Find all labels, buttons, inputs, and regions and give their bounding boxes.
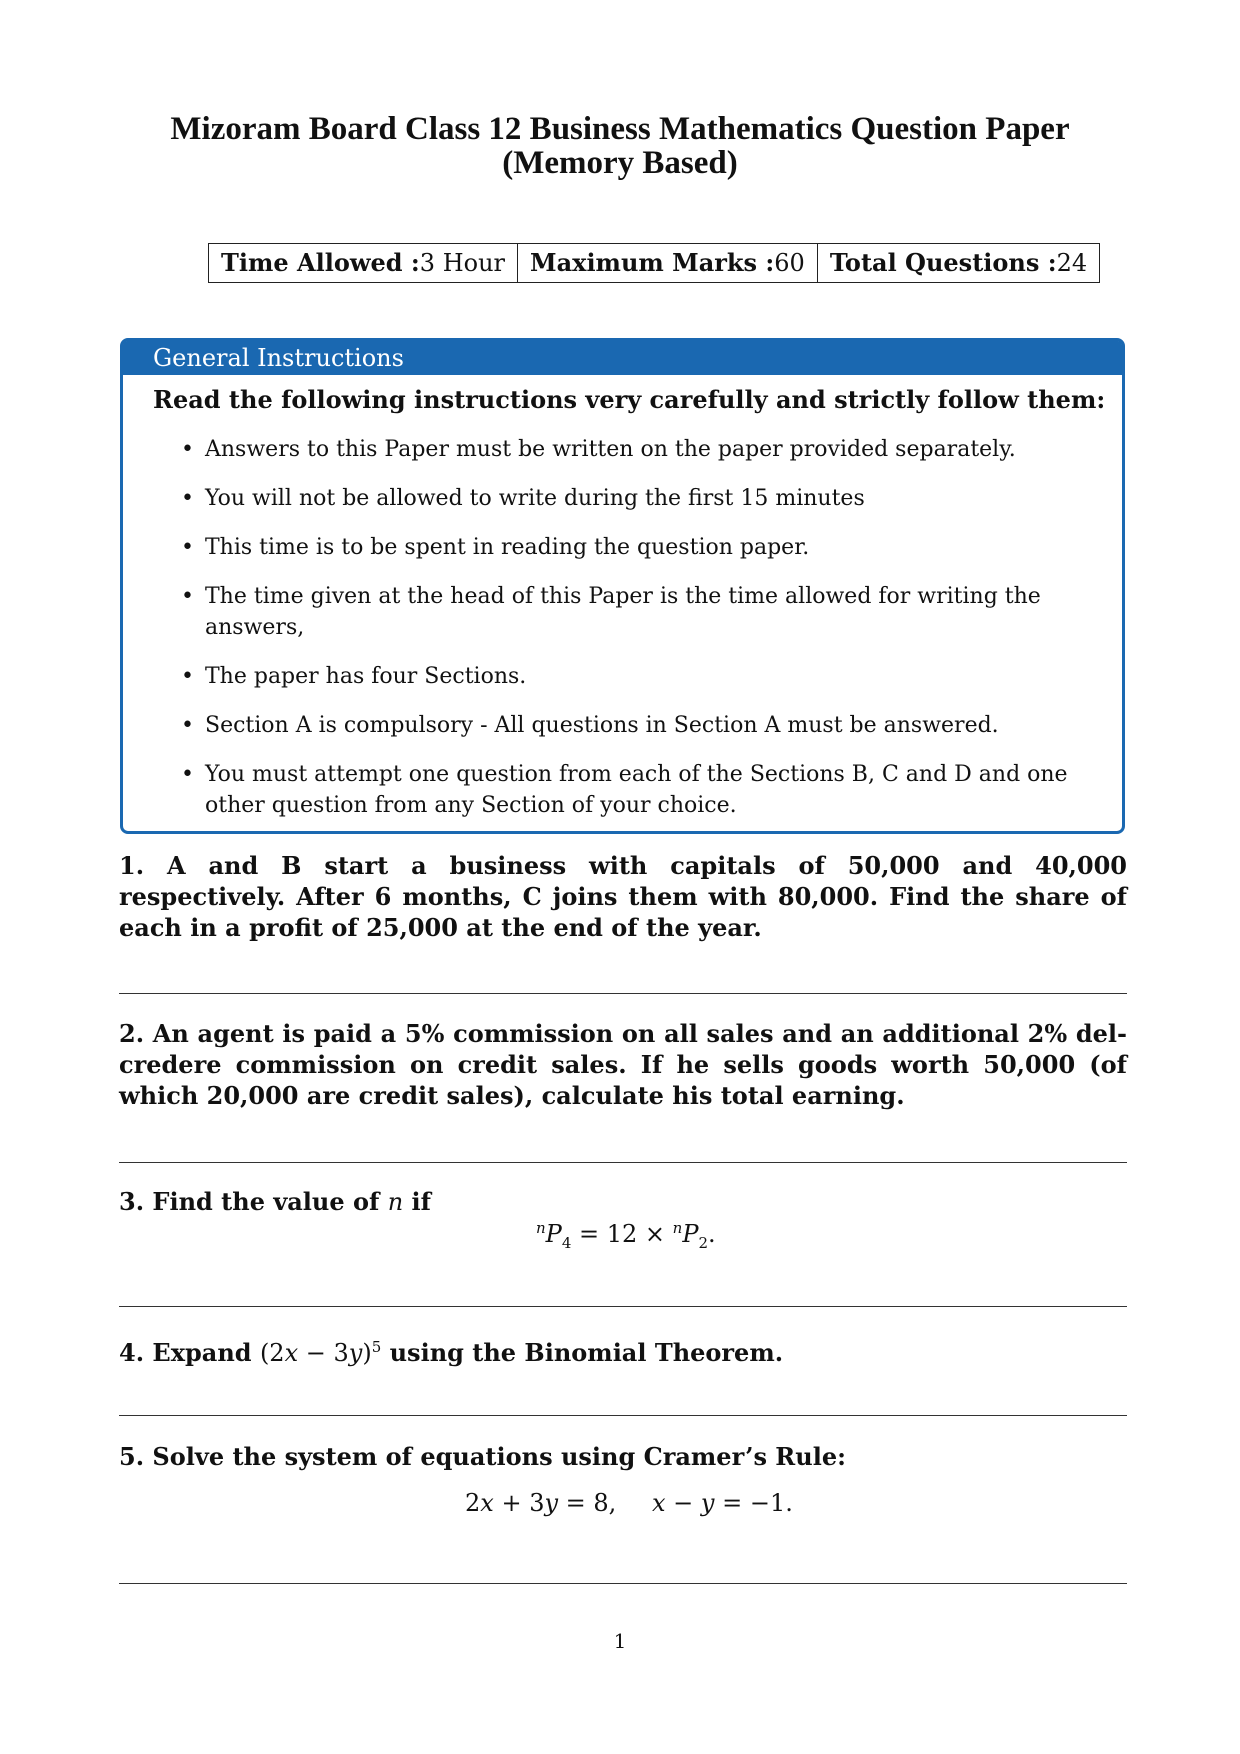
questions-value: 24 [1056, 249, 1088, 277]
q3-prefix: 3. Find the value of [119, 1187, 380, 1216]
max-marks-cell [518, 244, 818, 283]
instruction-text: Section A is compulsory - All questions in Section A must be answered. [205, 713, 999, 738]
instruction-item [123, 661, 1122, 692]
title-line-1: Mizoram Board Class 12 Business Mathematics Question Paper [170, 111, 1070, 147]
question-divider [119, 1162, 1127, 1163]
q4-suffix: using the Binomial Theorem. [389, 1338, 784, 1367]
instructions-lead: Read the following instructions very carefully and strictly follow them: [153, 385, 1106, 414]
instruction-text: This time is to be spent in reading the question paper. [205, 535, 810, 560]
q3-variable: n [387, 1188, 404, 1216]
instruction-text: The paper has four Sections. [205, 664, 527, 689]
instruction-item [123, 710, 1122, 741]
q3-suffix: if [411, 1187, 431, 1216]
instruction-item [123, 532, 1122, 563]
instruction-item [123, 483, 1122, 514]
time-value: 3 Hour [419, 249, 506, 277]
instructions-list [123, 434, 1122, 821]
general-instructions-box [120, 338, 1125, 834]
bullet-icon: • [181, 762, 194, 787]
instruction-text: You must attempt one question from each of the Sections B, C and D and one other question from any Section of your choice. [205, 762, 1068, 818]
marks-value: 60 [774, 249, 805, 277]
q3-equation: $^nP_4 = 12 \times ^nP_2$. [536, 1219, 716, 1252]
q5-equation-1: 2x + 3y = 8, [465, 1489, 617, 1517]
bullet-icon: • [181, 713, 194, 738]
instruction-text: You will not be allowed to write during the first 15 minutes [205, 486, 865, 511]
page-number: 1 [613, 1629, 627, 1653]
bullet-icon: • [181, 664, 194, 689]
page-title [0, 112, 1240, 180]
instruction-item [123, 581, 1122, 643]
question-1: 1. A and B start a business with capitals of 50,000 and 40,000 respectively. After 6 months, C joins them with 80,000. Find the share of each in a profit of 25,000 at the end of the year. [119, 851, 1127, 942]
bullet-icon: • [181, 437, 194, 462]
q5-equation-2: x − y = −1. [652, 1489, 793, 1517]
time-label: Time Allowed : [221, 248, 420, 277]
question-4 [119, 1332, 1127, 1369]
q4-prefix: 4. Expand [119, 1338, 252, 1367]
question-2: 2. An agent is paid a 5% commission on all sales and an additional 2% del-credere commission on credit sales. If he sells goods worth 50,000 (of which 20,000 are credit sales), calculate his total earning. [119, 1019, 1127, 1110]
questions-label: Total Questions : [829, 248, 1057, 277]
instruction-item [123, 434, 1122, 465]
question-divider [119, 1306, 1127, 1307]
question-3 [119, 1186, 1127, 1218]
question-divider [119, 1415, 1127, 1416]
instruction-item [123, 759, 1122, 821]
bullet-icon: • [181, 535, 194, 560]
instructions-header: General Instructions [123, 341, 1122, 375]
total-questions-cell [817, 244, 1099, 283]
marks-label: Maximum Marks : [530, 248, 775, 277]
q4-expression: $(2x - 3y)^5$ [259, 1338, 382, 1367]
exam-info-table [208, 243, 1100, 283]
title-line-2: (Memory Based) [502, 145, 738, 181]
bullet-icon: • [181, 584, 194, 609]
instruction-text: Answers to this Paper must be written on the paper provided separately. [205, 437, 1016, 462]
question-divider [119, 993, 1127, 994]
question-divider [119, 1583, 1127, 1584]
bullet-icon: • [181, 486, 194, 511]
instruction-text: The time given at the head of this Paper is the time allowed for writing the answers, [205, 584, 1041, 640]
question-5: 5. Solve the system of equations using Cramer’s Rule: [119, 1442, 846, 1471]
time-allowed-cell [209, 244, 518, 283]
